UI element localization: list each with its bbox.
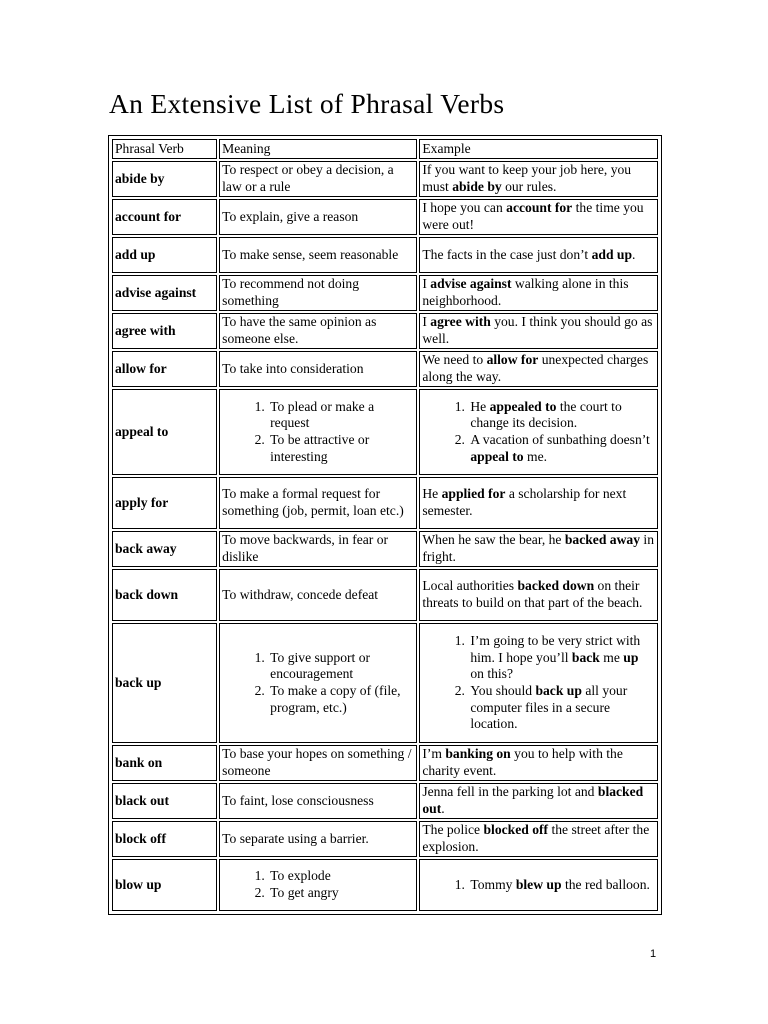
- example-cell: I advise against walking alone in this neighborhood.: [419, 275, 658, 311]
- example-cell: [419, 389, 658, 475]
- example-cell: If you want to keep your job here, you must abide by our rules.: [419, 161, 658, 197]
- meaning-cell: To separate using a barrier.: [219, 821, 417, 857]
- phrasal-verb-cell: back down: [112, 569, 217, 621]
- example-cell: [419, 859, 658, 911]
- example-list: [422, 633, 655, 733]
- meaning-list-item: 1. To plead or make a request: [268, 399, 414, 432]
- meaning-cell: [219, 859, 417, 911]
- example-list-item: 2. A vacation of sunbathing doesn’t appeal to me.: [468, 432, 655, 465]
- phrasal-verb-cell: blow up: [112, 859, 217, 911]
- example-list: [422, 877, 655, 894]
- example-cell: We need to allow for unexpected charges along the way.: [419, 351, 658, 387]
- phrasal-verb-cell: abide by: [112, 161, 217, 197]
- header-meaning: Meaning: [219, 139, 417, 159]
- table-row: [112, 859, 658, 911]
- example-list-item: 1. I’m going to be very strict with him. I hope you’ll back me up on this?: [468, 633, 655, 683]
- phrasal-verb-cell: back away: [112, 531, 217, 567]
- meaning-list-item: 1. To explode: [268, 868, 414, 885]
- phrasal-verbs-table: [108, 135, 662, 915]
- meaning-cell: To withdraw, concede defeat: [219, 569, 417, 621]
- meaning-cell: To take into consideration: [219, 351, 417, 387]
- meaning-cell: To base your hopes on something / someone: [219, 745, 417, 781]
- example-cell: The police blocked off the street after the explosion.: [419, 821, 658, 857]
- example-cell: I agree with you. I think you should go as well.: [419, 313, 658, 349]
- meaning-cell: To faint, lose consciousness: [219, 783, 417, 819]
- table-row: [112, 351, 658, 387]
- table-row: [112, 821, 658, 857]
- table-row: [112, 389, 658, 475]
- meaning-list-item: 2. To be attractive or interesting: [268, 432, 414, 465]
- table-row: [112, 477, 658, 529]
- example-cell: Jenna fell in the parking lot and blacked out.: [419, 783, 658, 819]
- header-row: [112, 139, 658, 159]
- table-row: [112, 569, 658, 621]
- page-title: An Extensive List of Phrasal Verbs: [109, 88, 505, 119]
- phrasal-verb-cell: black out: [112, 783, 217, 819]
- phrasal-verb-cell: add up: [112, 237, 217, 273]
- page-number: 1: [650, 948, 657, 960]
- meaning-cell: To move backwards, in fear or dislike: [219, 531, 417, 567]
- table-row: [112, 199, 658, 235]
- example-cell: When he saw the bear, he backed away in fright.: [419, 531, 658, 567]
- phrasal-verb-cell: allow for: [112, 351, 217, 387]
- example-cell: I hope you can account for the time you were out!: [419, 199, 658, 235]
- phrasal-verb-cell: apply for: [112, 477, 217, 529]
- table-row: [112, 783, 658, 819]
- header-example: Example: [419, 139, 658, 159]
- meaning-cell: To make sense, seem reasonable: [219, 237, 417, 273]
- header-phrasal-verb: Phrasal Verb: [112, 139, 217, 159]
- meaning-cell: To respect or obey a decision, a law or a rule: [219, 161, 417, 197]
- meaning-cell: To make a formal request for something (job, permit, loan etc.): [219, 477, 417, 529]
- example-cell: The facts in the case just don’t add up.: [419, 237, 658, 273]
- meaning-list: [222, 650, 414, 716]
- example-cell: I’m banking on you to help with the charity event.: [419, 745, 658, 781]
- meaning-cell: To have the same opinion as someone else.: [219, 313, 417, 349]
- meaning-cell: [219, 389, 417, 475]
- meaning-list: [222, 868, 414, 901]
- meaning-cell: To explain, give a reason: [219, 199, 417, 235]
- phrasal-verb-cell: bank on: [112, 745, 217, 781]
- phrasal-verb-cell: advise against: [112, 275, 217, 311]
- example-cell: Local authorities backed down on their threats to build on that part of the beach.: [419, 569, 658, 621]
- phrasal-verb-cell: back up: [112, 623, 217, 743]
- phrasal-verb-cell: block off: [112, 821, 217, 857]
- example-cell: [419, 623, 658, 743]
- example-list-item: 1. Tommy blew up the red balloon.: [468, 877, 655, 894]
- table-row: [112, 745, 658, 781]
- table-row: [112, 623, 658, 743]
- meaning-list-item: 1. To give support or encouragement: [268, 650, 414, 683]
- table-row: [112, 237, 658, 273]
- table-row: [112, 161, 658, 197]
- meaning-cell: [219, 623, 417, 743]
- example-list-item: 2. You should back up all your computer files in a secure location.: [468, 683, 655, 733]
- phrasal-verb-cell: account for: [112, 199, 217, 235]
- phrasal-verb-cell: agree with: [112, 313, 217, 349]
- meaning-list: [222, 399, 414, 465]
- example-list-item: 1. He appealed to the court to change its decision.: [468, 399, 655, 432]
- example-list: [422, 399, 655, 465]
- table-row: [112, 313, 658, 349]
- table-row: [112, 531, 658, 567]
- meaning-list-item: 2. To get angry: [268, 885, 414, 902]
- table-row: [112, 275, 658, 311]
- meaning-cell: To recommend not doing something: [219, 275, 417, 311]
- meaning-list-item: 2. To make a copy of (file, program, etc.): [268, 683, 414, 716]
- example-cell: He applied for a scholarship for next semester.: [419, 477, 658, 529]
- phrasal-verb-cell: appeal to: [112, 389, 217, 475]
